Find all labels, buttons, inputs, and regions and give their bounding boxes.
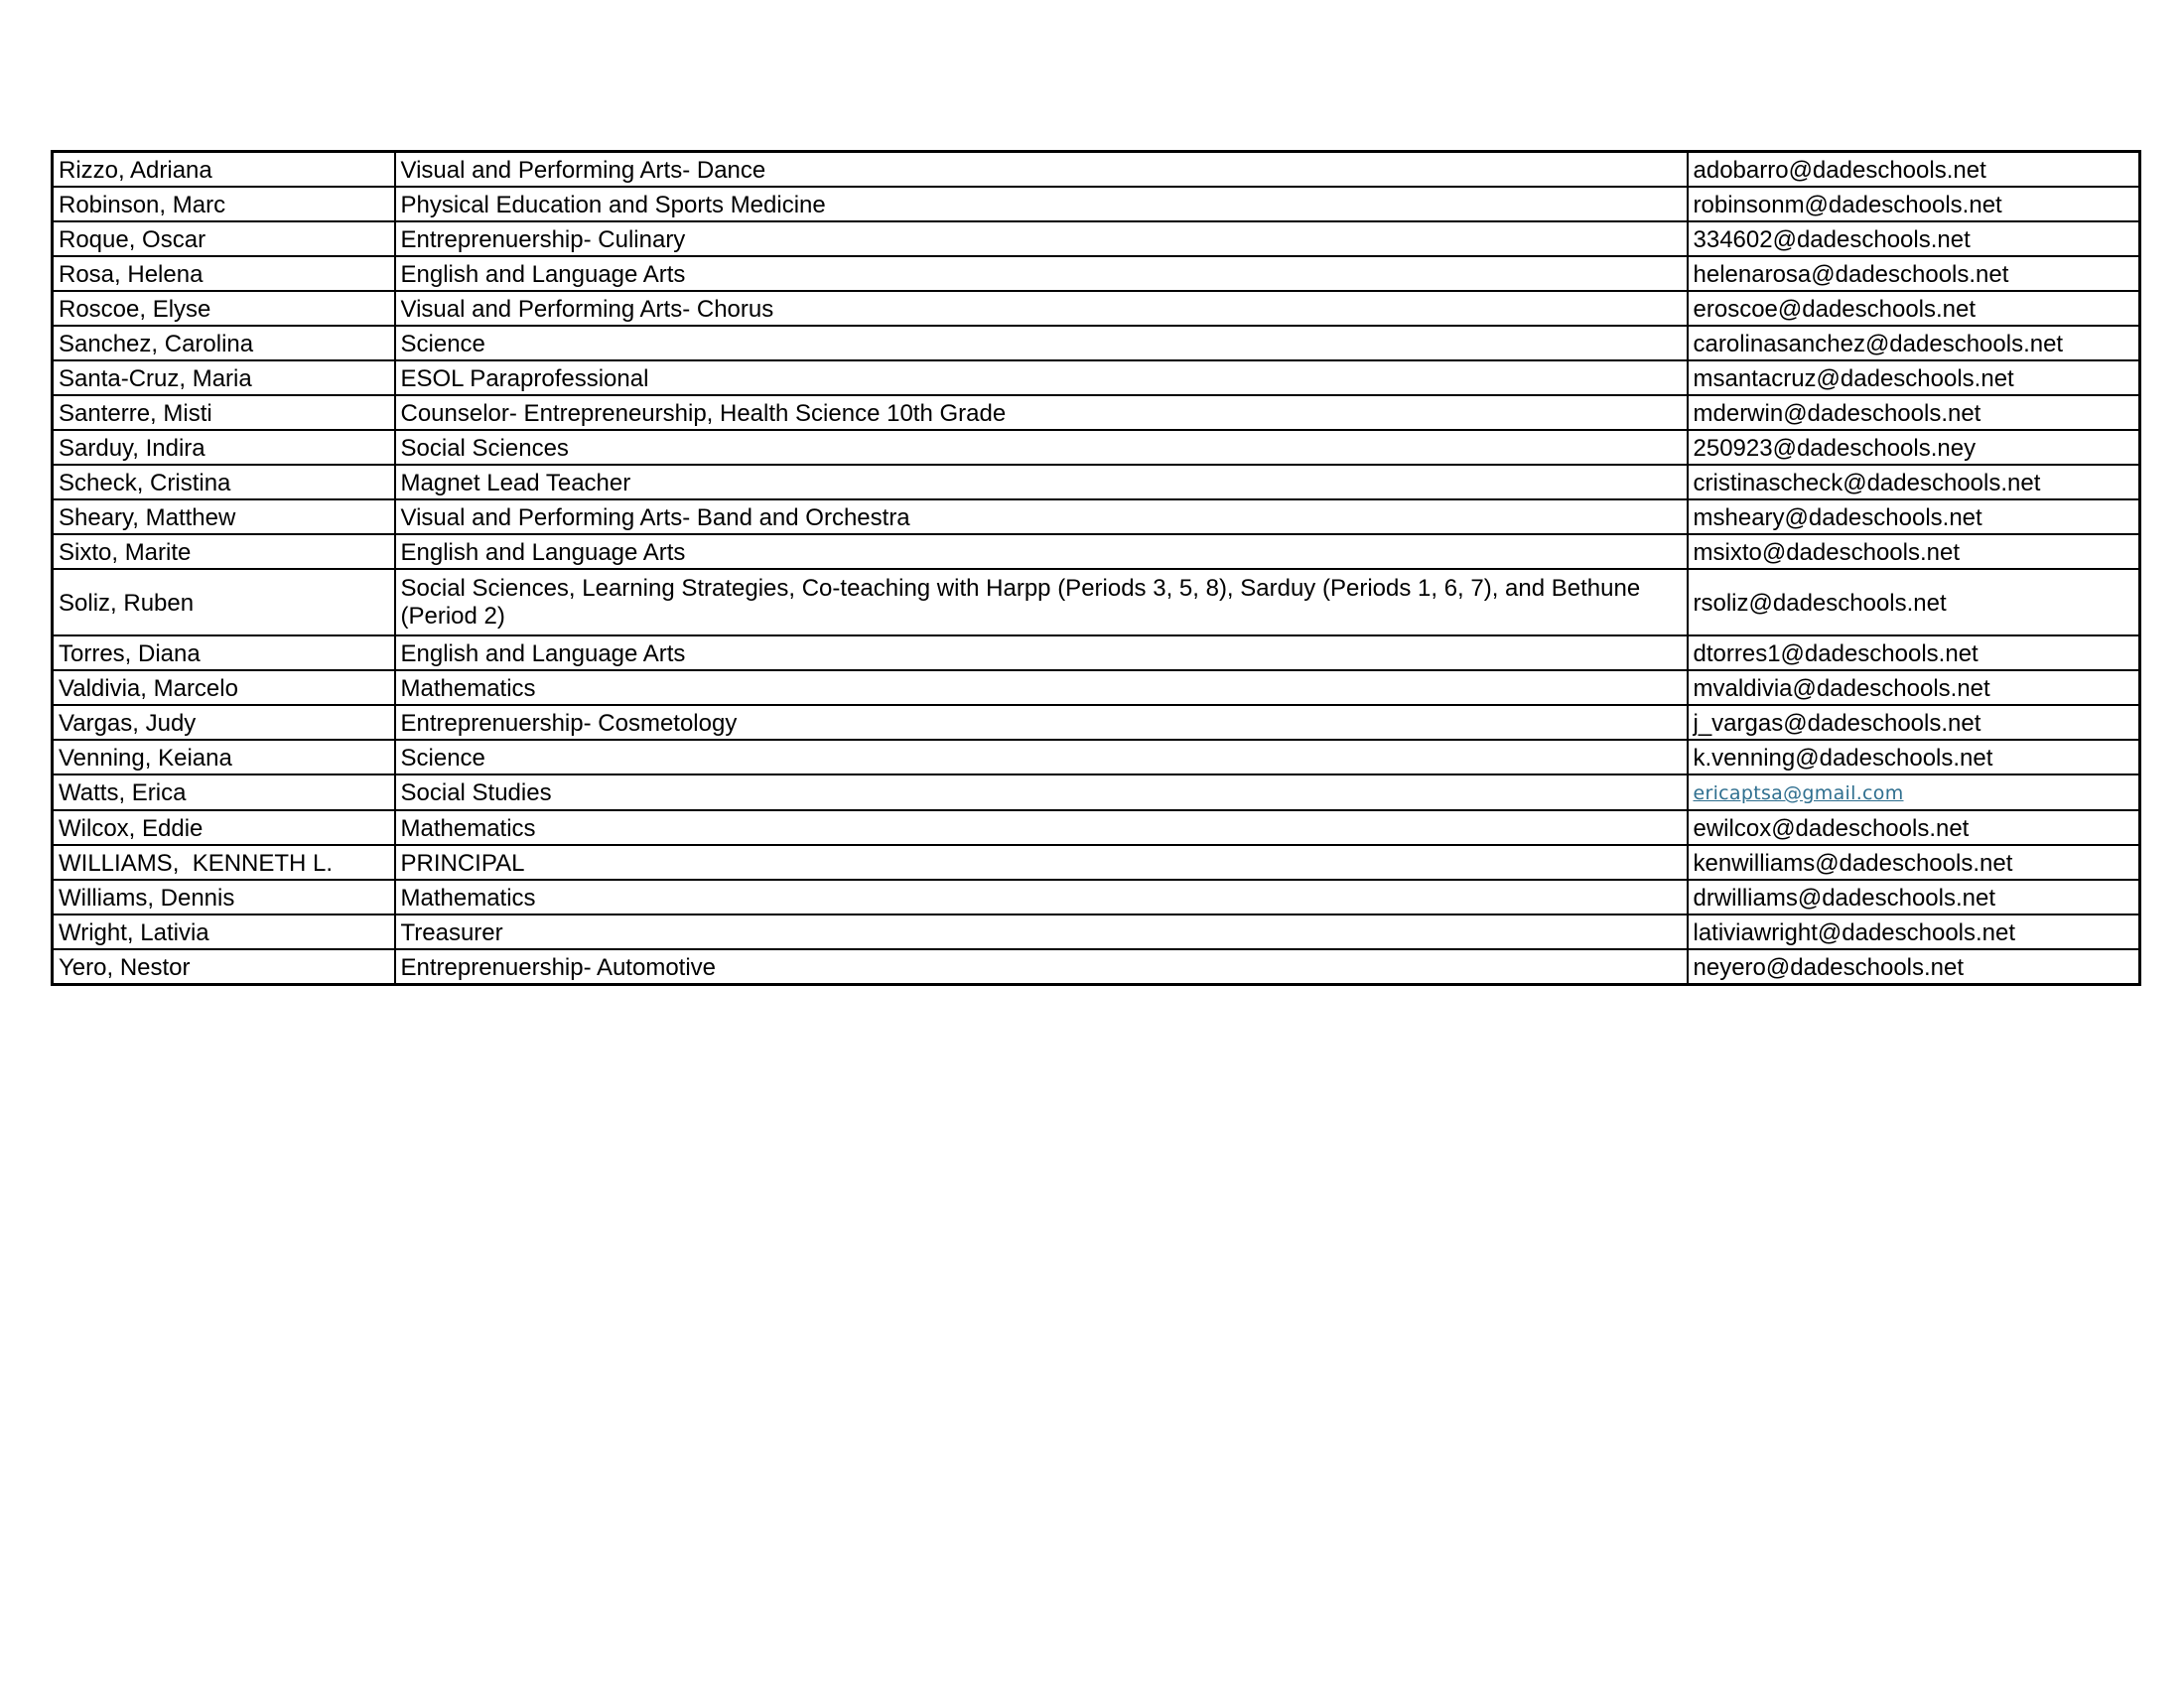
staff-name: Yero, Nestor — [53, 949, 395, 985]
table-row — [53, 569, 2140, 635]
staff-name: Scheck, Cristina — [53, 465, 395, 499]
staff-email: lativiawright@dadeschools.net — [1688, 914, 2140, 949]
staff-name: Sixto, Marite — [53, 534, 395, 569]
staff-email-link[interactable]: ericaptsa@gmail.com — [1693, 782, 1904, 804]
staff-email: j_vargas@dadeschools.net — [1688, 705, 2140, 740]
staff-email: 334602@dadeschools.net — [1688, 221, 2140, 256]
staff-name: Torres, Diana — [53, 635, 395, 670]
table-row — [53, 152, 2140, 188]
staff-name: Santa-Cruz, Maria — [53, 360, 395, 395]
staff-email: 250923@dadeschools.ney — [1688, 430, 2140, 465]
staff-department: Mathematics — [395, 810, 1688, 845]
staff-name: Watts, Erica — [53, 774, 395, 810]
staff-department: ESOL Paraprofessional — [395, 360, 1688, 395]
table-row — [53, 187, 2140, 221]
staff-department: Visual and Performing Arts- Dance — [395, 152, 1688, 188]
table-row — [53, 256, 2140, 291]
staff-email: eroscoe@dadeschools.net — [1688, 291, 2140, 326]
table-row — [53, 949, 2140, 985]
staff-department: Social Studies — [395, 774, 1688, 810]
staff-name: Sarduy, Indira — [53, 430, 395, 465]
table-row — [53, 845, 2140, 880]
table-row — [53, 534, 2140, 569]
staff-name: Soliz, Ruben — [53, 569, 395, 635]
staff-email: k.venning@dadeschools.net — [1688, 740, 2140, 774]
staff-email: rsoliz@dadeschools.net — [1688, 569, 2140, 635]
staff-email: neyero@dadeschools.net — [1688, 949, 2140, 985]
staff-name: Wright, Lativia — [53, 914, 395, 949]
staff-department: Entreprenuership- Cosmetology — [395, 705, 1688, 740]
staff-name: Venning, Keiana — [53, 740, 395, 774]
staff-department: Entreprenuership- Automotive — [395, 949, 1688, 985]
staff-email: ewilcox@dadeschools.net — [1688, 810, 2140, 845]
staff-email: carolinasanchez@dadeschools.net — [1688, 326, 2140, 360]
table-row — [53, 221, 2140, 256]
staff-name: Vargas, Judy — [53, 705, 395, 740]
table-row — [53, 705, 2140, 740]
staff-name: WILLIAMS, KENNETH L. — [53, 845, 395, 880]
staff-name: Roscoe, Elyse — [53, 291, 395, 326]
staff-name: Sheary, Matthew — [53, 499, 395, 534]
staff-department: PRINCIPAL — [395, 845, 1688, 880]
table-row — [53, 774, 2140, 810]
staff-department: Treasurer — [395, 914, 1688, 949]
staff-email: mvaldivia@dadeschools.net — [1688, 670, 2140, 705]
staff-department: Counselor- Entrepreneurship, Health Science 10th Grade — [395, 395, 1688, 430]
table-row — [53, 430, 2140, 465]
table-row — [53, 914, 2140, 949]
table-row — [53, 465, 2140, 499]
staff-name: Wilcox, Eddie — [53, 810, 395, 845]
staff-department: Mathematics — [395, 880, 1688, 914]
staff-name: Robinson, Marc — [53, 187, 395, 221]
staff-email: adobarro@dadeschools.net — [1688, 152, 2140, 188]
staff-name: Sanchez, Carolina — [53, 326, 395, 360]
table-row — [53, 880, 2140, 914]
staff-department: Social Sciences, Learning Strategies, Co-teaching with Harpp (Periods 3, 5, 8), Sarduy (Periods 1, 6, 7), and Bethune (Period 2) — [395, 569, 1688, 635]
staff-department: Visual and Performing Arts- Chorus — [395, 291, 1688, 326]
staff-department: Science — [395, 326, 1688, 360]
staff-department: English and Language Arts — [395, 635, 1688, 670]
staff-department: English and Language Arts — [395, 256, 1688, 291]
staff-email: msheary@dadeschools.net — [1688, 499, 2140, 534]
table-row — [53, 740, 2140, 774]
table-row — [53, 499, 2140, 534]
staff-department: English and Language Arts — [395, 534, 1688, 569]
table-row — [53, 810, 2140, 845]
staff-name: Rizzo, Adriana — [53, 152, 395, 188]
table-row — [53, 635, 2140, 670]
staff-email: cristinascheck@dadeschools.net — [1688, 465, 2140, 499]
staff-email: drwilliams@dadeschools.net — [1688, 880, 2140, 914]
staff-directory-table — [51, 150, 2141, 986]
staff-department: Science — [395, 740, 1688, 774]
staff-department: Visual and Performing Arts- Band and Orchestra — [395, 499, 1688, 534]
staff-email-cell — [1688, 774, 2140, 810]
table-row — [53, 291, 2140, 326]
staff-department: Mathematics — [395, 670, 1688, 705]
staff-email: helenarosa@dadeschools.net — [1688, 256, 2140, 291]
table-row — [53, 395, 2140, 430]
staff-email: msantacruz@dadeschools.net — [1688, 360, 2140, 395]
staff-email: msixto@dadeschools.net — [1688, 534, 2140, 569]
staff-name: Valdivia, Marcelo — [53, 670, 395, 705]
staff-name: Williams, Dennis — [53, 880, 395, 914]
table-row — [53, 670, 2140, 705]
staff-name: Rosa, Helena — [53, 256, 395, 291]
staff-email: mderwin@dadeschools.net — [1688, 395, 2140, 430]
staff-email: robinsonm@dadeschools.net — [1688, 187, 2140, 221]
table-row — [53, 326, 2140, 360]
staff-department: Physical Education and Sports Medicine — [395, 187, 1688, 221]
staff-department: Entreprenuership- Culinary — [395, 221, 1688, 256]
staff-name: Roque, Oscar — [53, 221, 395, 256]
staff-department: Social Sciences — [395, 430, 1688, 465]
staff-email: kenwilliams@dadeschools.net — [1688, 845, 2140, 880]
staff-name: Santerre, Misti — [53, 395, 395, 430]
staff-email: dtorres1@dadeschools.net — [1688, 635, 2140, 670]
table-row — [53, 360, 2140, 395]
staff-department: Magnet Lead Teacher — [395, 465, 1688, 499]
